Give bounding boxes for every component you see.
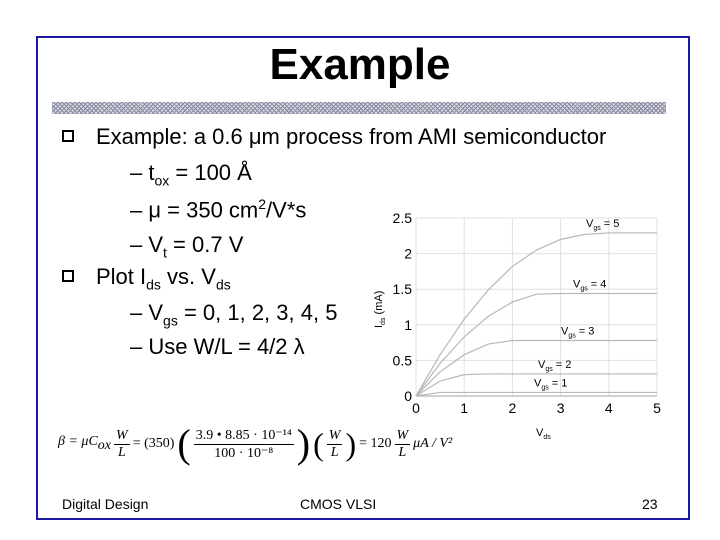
formula-wl-2: $\frac{W}{L}$ xyxy=(328,427,341,460)
y-tick-label: 1 xyxy=(404,316,412,333)
series-label: $V_{gs} = 4$ xyxy=(573,278,607,293)
x-tick-label: 4 xyxy=(604,400,613,416)
sub-bullet-tox: – $t_{ox} = 100$ Å xyxy=(130,160,252,189)
series-label: $V_{gs} = 3$ xyxy=(561,325,595,340)
x-tick-label: 0 xyxy=(412,400,420,416)
y-tick-label: 1.5 xyxy=(392,281,412,298)
sub-bullet-wl: – Use W/L = 4/2 λ xyxy=(130,334,305,359)
series-line xyxy=(416,233,657,396)
page-number: 23 xyxy=(642,496,658,512)
formula-wl-3: $\frac{W}{L}$ xyxy=(396,427,409,460)
sub-bullet-vt: – $V_t = 0.7$ V xyxy=(130,232,244,261)
x-tick-label: 1 xyxy=(460,400,469,416)
formula-wl: $\frac{W}{L}$ xyxy=(116,427,128,460)
y-axis-label: $I_{ds}$ (mA) xyxy=(373,290,387,328)
y-tick-label: 0.5 xyxy=(392,352,412,369)
formula-rhs: = 120 xyxy=(359,436,392,451)
formula-lhs: $\beta = \mu C_{ox}$ xyxy=(58,434,112,453)
footer-left: Digital Design xyxy=(62,496,149,512)
x-axis-label: $V_{ds}$ xyxy=(536,427,551,441)
x-tick-label: 3 xyxy=(556,400,565,416)
series-label: $V_{gs} = 2$ xyxy=(538,358,572,373)
bullet-text: Plot $I_{ds}$ vs. $V_{ds}$ xyxy=(96,264,231,293)
sub-bullet-mobility: – μ = 350 $cm^2/V*s$ xyxy=(130,196,307,223)
sub-bullet-vgs: – $V_{gs} = 0$, 1, 2, 3, 4, 5 xyxy=(130,300,338,329)
formula-paren-close-2: ) xyxy=(345,426,357,462)
y-tick-label: 0 xyxy=(404,388,412,404)
x-tick-label: 5 xyxy=(653,400,661,416)
formula-paren-open-2: ( xyxy=(313,426,324,462)
x-tick-label: 2 xyxy=(508,400,517,416)
series-label: $V_{gs} = 5$ xyxy=(586,217,620,232)
bullet-text: Example: a 0.6 μm process from AMI semiconductor xyxy=(96,124,607,149)
formula-fraction: $\frac{\text{3.9 • 8.85 · 10⁻¹⁴}}{\text{100 · 10⁻⁸}}$ xyxy=(195,427,292,461)
series-label: $V_{gs} = 1$ xyxy=(534,377,568,392)
footer-center: CMOS VLSI xyxy=(300,496,377,512)
formula-eq: = (350) xyxy=(132,436,175,451)
formula-paren-close: ) xyxy=(296,421,311,466)
formula-units: μA / V² xyxy=(413,436,453,451)
y-tick-label: 2 xyxy=(404,245,412,262)
slide-title: Example xyxy=(269,40,451,89)
formula-paren-open: ( xyxy=(177,421,191,466)
beta-formula xyxy=(58,416,452,472)
y-tick-label: 2.5 xyxy=(392,210,412,226)
